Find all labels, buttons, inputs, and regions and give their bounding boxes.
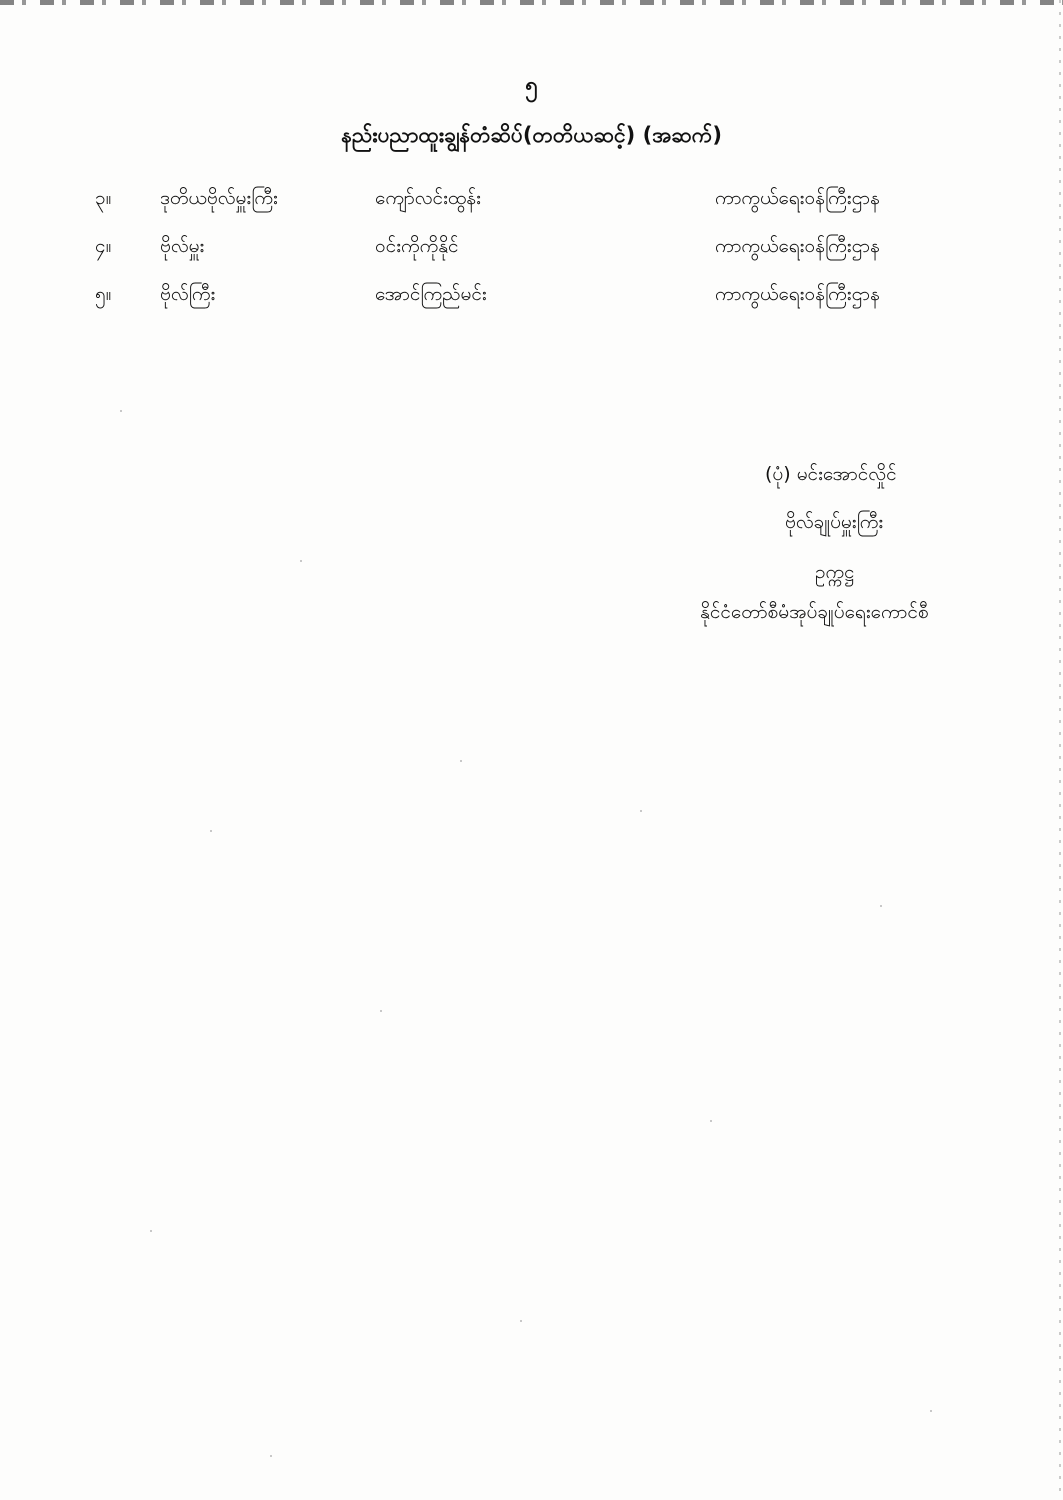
list-item — [95, 228, 955, 276]
scan-speck — [640, 810, 642, 812]
member-name: ကျော်လင်းထွန်း — [375, 187, 481, 209]
list-item — [95, 276, 955, 324]
page-number: ၅ — [525, 73, 538, 98]
member-name: ဝင်းကိုကိုနိုင် — [375, 235, 459, 257]
signatory-organization: နိုင်ငံတော်စီမံအုပ်ချုပ်ရေးကောင်စီ — [700, 601, 929, 623]
scan-speck — [710, 1120, 712, 1122]
member-ministry: ကာကွယ်ရေးဝန်ကြီးဌာန — [715, 187, 880, 209]
scan-speck — [120, 410, 122, 412]
member-ministry: ကာကွယ်ရေးဝန်ကြီးဌာန — [715, 235, 880, 257]
member-list — [95, 180, 955, 324]
item-number: ၅။ — [95, 283, 112, 305]
member-ministry: ကာကွယ်ရေးဝန်ကြီးဌာန — [715, 283, 880, 305]
list-item — [95, 180, 955, 228]
scan-speck — [520, 1320, 522, 1322]
scan-speck — [930, 1410, 932, 1412]
scan-speck — [210, 830, 212, 832]
scan-speck — [380, 1010, 382, 1012]
scan-speck — [460, 760, 462, 762]
scan-speck — [880, 905, 882, 907]
item-number: ၄။ — [95, 235, 112, 257]
item-number: ၃။ — [95, 187, 112, 209]
document-title: နည်းပညာထူးချွန်တံဆိပ်(တတိယဆင့်) (အဆက်) — [341, 123, 722, 147]
member-rank: ဗိုလ်ကြီး — [160, 283, 216, 305]
signatory-rank: ဗိုလ်ချုပ်မှူးကြီး — [785, 511, 884, 533]
scan-speck — [270, 1455, 272, 1457]
scan-right-edge — [1059, 0, 1061, 1500]
member-rank: ဗိုလ်မှူး — [160, 235, 205, 257]
scan-top-edge — [0, 0, 1063, 5]
member-rank: ဒုတိယဗိုလ်မှူးကြီး — [160, 187, 278, 209]
scan-speck — [150, 1230, 152, 1232]
signatory-title: ဥက္ကဋ္ဌ — [815, 561, 855, 583]
member-name: အောင်ကြည်မင်း — [375, 283, 487, 305]
signatory-name: (ပုံ) မင်းအောင်လှိုင် — [765, 463, 897, 485]
scan-speck — [300, 560, 302, 562]
